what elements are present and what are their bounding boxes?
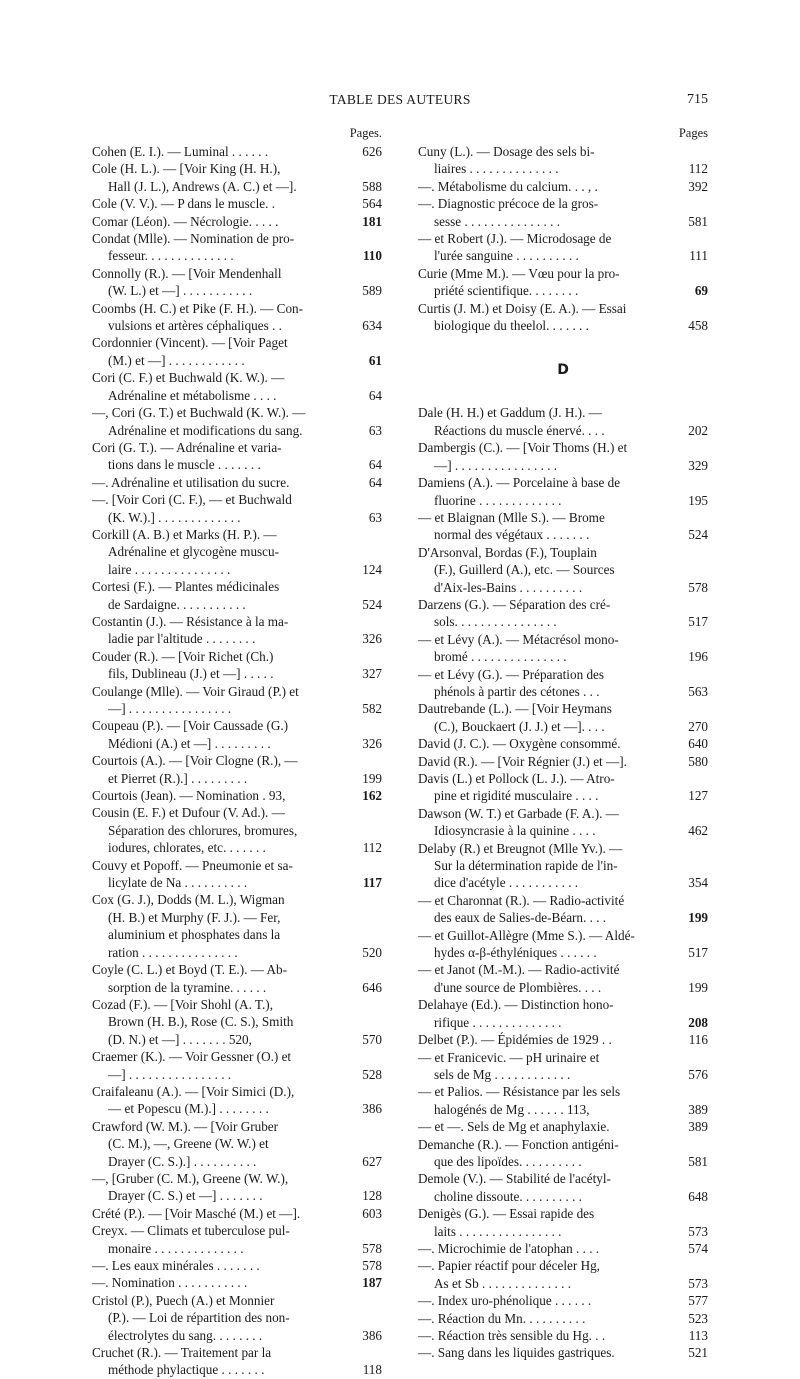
index-entry — [92, 404, 382, 439]
entry-page-number: 392 — [688, 178, 708, 194]
entry-continuation: hydes α-β-éthyléniques . . . . . . — [434, 945, 597, 961]
entry-continuation: priété scientifique. . . . . . . . — [434, 283, 579, 299]
entry-page-number: 199 — [688, 979, 708, 995]
entry-line: Cole (V. V.). — P dans le muscle. . — [92, 196, 276, 212]
index-entry — [418, 961, 708, 996]
index-entry — [418, 439, 708, 474]
index-entry — [418, 735, 708, 752]
entry-line: Demanche (R.). — Fonction antigéni- — [418, 1136, 619, 1152]
entry-line: Delahaye (Ed.). — Distinction hono- — [418, 997, 614, 1013]
index-entry — [418, 265, 708, 300]
entry-line: —. Réaction du Mn. . . . . . . . . . — [418, 1310, 586, 1326]
index-entry — [92, 1118, 382, 1170]
entry-continuation: l'urée sanguine . . . . . . . . . . — [434, 248, 579, 264]
entry-page-number: 573 — [688, 1275, 708, 1291]
entry-continuation: (M.) et —] . . . . . . . . . . . . — [108, 352, 245, 368]
entry-continuation: et Pierret (R.).] . . . . . . . . . — [108, 770, 248, 786]
entry-page-number: 563 — [688, 683, 708, 699]
entry-line: Condat (Mlle). — Nomination de pro- — [92, 231, 295, 247]
entry-continuation: fesseur. . . . . . . . . . . . . . — [108, 248, 234, 264]
entry-line: Cozad (F.). — [Voir Shohl (A. T.), — [92, 996, 273, 1012]
right-entries-top — [418, 143, 708, 334]
entry-continuation: (P.). — Loi de répartition des non- — [108, 1310, 290, 1326]
entry-page-number: 578 — [362, 1240, 382, 1256]
entry-line: Costantin (J.). — Résistance à la ma- — [92, 613, 289, 629]
index-entry — [418, 1205, 708, 1240]
index-entry — [418, 700, 708, 735]
entry-page-number: 588 — [362, 178, 382, 194]
index-entry — [92, 439, 382, 474]
entry-line: — et Palios. — Résistance par les sels — [418, 1084, 621, 1100]
index-entry — [92, 1292, 382, 1344]
entry-line: —. Nomination . . . . . . . . . . . — [92, 1275, 248, 1291]
index-entry — [418, 770, 708, 805]
entry-continuation: phénols à partir des cétones . . . — [434, 683, 600, 699]
index-entry — [418, 1118, 708, 1135]
entry-line: D'Arsonval, Bordas (F.), Touplain — [418, 544, 597, 560]
entry-line: — et Janot (M.-M.). — Radio-activité — [418, 962, 620, 978]
entry-line: Crété (P.). — [Voir Masché (M.) et —]. — [92, 1205, 301, 1221]
entry-continuation: dice d'acétyle . . . . . . . . . . . — [434, 875, 579, 891]
entry-page-number: 389 — [688, 1101, 708, 1117]
entry-page-number: 640 — [688, 736, 708, 752]
index-entry — [92, 1344, 382, 1379]
entry-page-number: 576 — [688, 1066, 708, 1082]
entry-line: Craifaleanu (A.). — [Voir Simici (D.), — [92, 1083, 295, 1099]
entry-continuation: vulsions et artères céphaliques . . — [108, 318, 282, 334]
entry-continuation: bromé . . . . . . . . . . . . . . . — [434, 649, 567, 665]
index-entry — [418, 195, 708, 230]
entry-continuation: que des lipoïdes. . . . . . . . . . — [434, 1153, 582, 1169]
entry-line: —. Sang dans les liquides gastriques. — [418, 1345, 615, 1361]
entry-line: Connolly (R.). — [Voir Mendenhall — [92, 265, 282, 281]
entry-page-number: 327 — [362, 666, 382, 682]
entry-continuation: sels de Mg . . . . . . . . . . . . — [434, 1066, 571, 1082]
entry-continuation: monaire . . . . . . . . . . . . . . — [108, 1240, 244, 1256]
entry-page-number: 458 — [688, 318, 708, 334]
index-entry — [92, 195, 382, 212]
entry-continuation: rifique . . . . . . . . . . . . . . — [434, 1014, 562, 1030]
entry-page-number: 195 — [688, 492, 708, 508]
index-entry — [418, 404, 708, 439]
entry-line: — et Charonnat (R.). — Radio-activité — [418, 892, 625, 908]
right-entries-bottom — [418, 404, 708, 1361]
entry-page-number: 64 — [368, 387, 382, 403]
entry-page-number: 648 — [688, 1188, 708, 1204]
entry-line: Coyle (C. L.) et Boyd (T. E.). — Ab- — [92, 962, 287, 978]
entry-line: —. Diagnostic précoce de la gros- — [418, 196, 599, 212]
index-entry — [418, 178, 708, 195]
entry-page-number: 354 — [688, 875, 708, 891]
entry-page-number: 389 — [688, 1119, 708, 1135]
entry-continuation: (H. B.) et Murphy (F. J.). — Fer, — [108, 909, 281, 925]
entry-line: Dambergis (C.). — [Voir Thoms (H.) et — [418, 440, 628, 456]
pages-label: Pages — [678, 126, 708, 140]
entry-page-number: 199 — [688, 910, 708, 926]
entry-continuation: (K. W.).] . . . . . . . . . . . . . — [108, 509, 241, 525]
entry-page-number: 578 — [688, 579, 708, 595]
entry-line: Davis (L.) et Pollock (L. J.). — Atro- — [418, 771, 615, 786]
entry-line: Comar (Léon). — Nécrologie. . . . . — [92, 213, 279, 229]
entry-line: Couvy et Popoff. — Pneumonie et sa- — [92, 857, 293, 873]
index-entry — [92, 213, 382, 230]
entry-page-number: 386 — [362, 1327, 382, 1343]
entry-page-number: 127 — [688, 788, 708, 804]
entry-page-number: 61 — [368, 352, 382, 368]
index-entry — [92, 804, 382, 856]
entry-page-number: 69 — [694, 283, 708, 299]
entry-continuation: Drayer (C. S.).] . . . . . . . . . . — [108, 1153, 257, 1169]
entry-continuation: iodures, chlorates, etc. . . . . . . — [108, 840, 266, 856]
entry-continuation: normal des végétaux . . . . . . . — [434, 527, 590, 543]
entry-continuation: Médioni (A.) et —] . . . . . . . . . — [108, 735, 271, 751]
entry-continuation: laire . . . . . . . . . . . . . . . — [108, 561, 231, 577]
index-entry — [92, 787, 382, 804]
entry-line: Dautrebande (L.). — [Voir Heymans — [418, 701, 612, 717]
entry-page-number: 582 — [362, 701, 382, 716]
entry-line: —. [Voir Cori (C. F.), — et Buchwald — [92, 492, 292, 508]
entry-page-number: 196 — [688, 649, 708, 665]
entry-continuation: sorption de la tyramine. . . . . . — [108, 979, 267, 995]
index-entry — [92, 265, 382, 300]
index-entry — [92, 1257, 382, 1274]
index-entry — [418, 996, 708, 1031]
index-entry — [92, 1274, 382, 1291]
pages-label: Pages. — [349, 126, 382, 140]
entry-continuation: sols. . . . . . . . . . . . . . . . — [434, 614, 557, 630]
index-entry — [418, 1327, 708, 1344]
index-entry — [418, 1240, 708, 1257]
index-entry — [418, 1344, 708, 1361]
entry-line: David (J. C.). — Oxygène consommé. — [418, 736, 621, 752]
entry-page-number: 564 — [362, 196, 382, 212]
entry-continuation: (D. N.) et —] . . . . . . . 520, — [108, 1031, 252, 1047]
entry-line: Dawson (W. T.) et Garbade (F. A.). — — [418, 805, 619, 821]
entry-continuation: — et Popescu (M.).] . . . . . . . . — [108, 1101, 269, 1117]
index-entry — [92, 857, 382, 892]
left-entries — [92, 143, 382, 1379]
entry-continuation: —] . . . . . . . . . . . . . . . . — [434, 457, 558, 473]
index-entry — [92, 1205, 382, 1222]
section-letter: D — [557, 362, 569, 379]
entry-line: — et —. Sels de Mg et anaphylaxie. — [418, 1119, 610, 1135]
entry-line: Craemer (K.). — Voir Gessner (O.) et — [92, 1049, 292, 1065]
page-number: 715 — [687, 92, 708, 107]
entry-line: —. Microchimie de l'atophan . . . . — [418, 1240, 600, 1256]
entry-page-number: 187 — [362, 1275, 382, 1291]
entry-line: Delaby (R.) et Breugnot (Mlle Yv.). — — [418, 840, 623, 856]
entry-continuation: Brown (H. B.), Rose (C. S.), Smith — [108, 1014, 294, 1030]
entry-line: —. Papier réactif pour déceler Hg, — [418, 1258, 600, 1274]
index-entry — [92, 369, 382, 404]
entry-line: — et Guillot-Allègre (Mme S.). — Aldé- — [418, 927, 635, 943]
entry-continuation: ration . . . . . . . . . . . . . . . — [108, 944, 238, 960]
index-entry — [92, 491, 382, 526]
entry-continuation: Adrénaline et glycogène muscu- — [108, 544, 280, 560]
entry-page-number: 589 — [362, 283, 382, 299]
entry-continuation: (F.), Guillerd (A.), etc. — Sources — [434, 562, 615, 578]
entry-continuation: Drayer (C. S.) et —] . . . . . . . — [108, 1188, 263, 1204]
entry-continuation: sesse . . . . . . . . . . . . . . . — [434, 213, 561, 229]
index-entry — [418, 300, 708, 335]
index-entry — [418, 1083, 708, 1118]
index-entry — [418, 596, 708, 631]
index-entry — [92, 891, 382, 961]
entry-line: Cole (H. L.). — [Voir King (H. H.), — [92, 161, 281, 177]
entry-line: Cori (G. T.). — Adrénaline et varia- — [92, 439, 282, 455]
entry-continuation: tions dans le muscle . . . . . . . — [108, 457, 261, 473]
index-entry — [92, 160, 382, 195]
entry-page-number: 110 — [362, 248, 382, 264]
entry-page-number: 128 — [362, 1188, 382, 1204]
entry-line: Couder (R.). — [Voir Richet (Ch.) — [92, 648, 274, 664]
entry-line: Demole (V.). — Stabilité de l'acétyl- — [418, 1171, 611, 1187]
entry-page-number: 517 — [688, 614, 708, 630]
index-entry — [92, 717, 382, 752]
index-entry — [418, 753, 708, 770]
index-entry — [92, 996, 382, 1048]
running-header — [0, 92, 800, 112]
entry-page-number: 573 — [688, 1223, 708, 1239]
index-entry — [418, 1170, 708, 1205]
entry-continuation: halogénés de Mg . . . . . . 113, — [434, 1101, 590, 1117]
index-entry — [418, 474, 708, 509]
entry-line: Dale (H. H.) et Gaddum (J. H.). — — [418, 405, 602, 421]
index-entry — [418, 544, 708, 596]
entry-page-number: 117 — [362, 875, 382, 891]
index-entry — [92, 613, 382, 648]
entry-line: Crawford (W. M.). — [Voir Gruber — [92, 1118, 279, 1134]
entry-line: — et Blaignan (Mlle S.). — Brome — [418, 509, 605, 525]
entry-page-number: 581 — [688, 213, 708, 229]
entry-page-number: 580 — [688, 753, 708, 769]
entry-line: Curtis (J. M.) et Doisy (E. A.). — Essai — [418, 300, 627, 316]
entry-page-number: 517 — [688, 945, 708, 961]
entry-line: Cordonnier (Vincent). — [Voir Paget — [92, 335, 288, 351]
index-entry — [418, 1310, 708, 1327]
entry-line: — et Franicevic. — pH urinaire et — [418, 1049, 600, 1065]
entry-page-number: 112 — [362, 840, 382, 856]
entry-continuation: Séparation des chlorures, bromures, — [108, 822, 298, 838]
entry-continuation: choline dissoute. . . . . . . . . . — [434, 1188, 582, 1204]
entry-line: Darzens (G.). — Séparation des cré- — [418, 596, 611, 612]
entry-line: —. Métabolisme du calcium. . . , . — [418, 178, 598, 194]
index-entry — [92, 1222, 382, 1257]
index-entry — [418, 1292, 708, 1309]
entry-continuation: ladie par l'altitude . . . . . . . . — [108, 631, 256, 647]
entry-line: Coulange (Mlle). — Voir Giraud (P.) et — [92, 683, 299, 699]
entry-continuation: biologique du theelol. . . . . . . — [434, 318, 589, 334]
entry-line: —, [Gruber (C. M.), Greene (W. W.), — [92, 1170, 289, 1186]
entry-page-number: 118 — [362, 1362, 382, 1378]
entry-line: Cristol (P.), Puech (A.) et Monnier — [92, 1292, 275, 1308]
entry-continuation: Adrénaline et métabolisme . . . . — [108, 387, 277, 403]
entry-continuation: —] . . . . . . . . . . . . . . . . — [108, 1066, 232, 1082]
right-column — [418, 123, 708, 1362]
entry-line: Denigès (G.). — Essai rapide des — [418, 1206, 595, 1222]
index-entry — [92, 300, 382, 335]
entry-continuation: électrolytes du sang. . . . . . . . — [108, 1327, 263, 1343]
entry-line: Cori (C. F.) et Buchwald (K. W.). — — [92, 370, 285, 386]
index-entry — [92, 752, 382, 787]
entry-page-number: 528 — [362, 1066, 382, 1082]
entry-line: —. Adrénaline et utilisation du sucre. — [92, 474, 290, 490]
entry-continuation: pine et rigidité musculaire . . . . — [434, 788, 599, 804]
entry-continuation: fluorine . . . . . . . . . . . . . — [434, 492, 562, 508]
entry-page-number: 63 — [368, 422, 382, 438]
entry-continuation: fils, Dublineau (J.) et —] . . . . . — [108, 666, 274, 682]
entry-line: —, Cori (G. T.) et Buchwald (K. W.). — — [92, 405, 306, 421]
index-entry — [418, 509, 708, 544]
index-entry — [92, 648, 382, 683]
entry-page-number: 64 — [368, 457, 382, 473]
entry-continuation: (C. M.), —, Greene (W. W.) et — [108, 1136, 269, 1152]
entry-page-number: 199 — [362, 770, 382, 786]
index-entry — [92, 1170, 382, 1205]
entry-page-number: 523 — [688, 1310, 708, 1326]
entry-page-number: 326 — [362, 735, 382, 751]
entry-line: Cruchet (R.). — Traitement par la — [92, 1345, 272, 1361]
entry-page-number: 626 — [362, 144, 382, 159]
entry-line: — et Lévy (G.). — Préparation des — [418, 666, 605, 682]
entry-page-number: 570 — [362, 1031, 382, 1047]
entry-line: Courtois (Jean). — Nomination . 93, — [92, 788, 286, 804]
entry-continuation: Idiosyncrasie à la quinine . . . . — [434, 823, 596, 839]
index-entry — [418, 840, 708, 892]
entry-continuation: (W. L.) et —] . . . . . . . . . . . — [108, 283, 253, 299]
entry-page-number: 113 — [688, 1328, 708, 1343]
index-entry — [92, 526, 382, 578]
entry-line: Cox (G. J.), Dodds (M. L.), Wigman — [92, 892, 285, 908]
entry-continuation: laits . . . . . . . . . . . . . . . . — [434, 1223, 562, 1239]
entry-continuation: Sur la détermination rapide de l'in- — [434, 858, 618, 874]
index-entry — [418, 1031, 708, 1048]
entry-line: David (R.). — [Voir Régnier (J.) et —]. — [418, 753, 627, 769]
entry-continuation: Hall (J. L.), Andrews (A. C.) et —]. — [108, 178, 297, 194]
entry-line: Coombs (H. C.) et Pike (F. H.). — Con- — [92, 300, 304, 316]
entry-continuation: Réactions du muscle énervé. . . . — [434, 422, 605, 438]
index-entry — [92, 334, 382, 369]
entry-page-number: 462 — [688, 823, 708, 839]
entry-page-number: 386 — [362, 1101, 382, 1117]
index-entry — [92, 143, 382, 160]
entry-page-number: 524 — [688, 527, 708, 543]
index-entry — [418, 1049, 708, 1084]
entry-page-number: 634 — [362, 318, 382, 334]
entry-page-number: 181 — [362, 213, 382, 229]
entry-page-number: 270 — [688, 718, 708, 734]
entry-page-number: 577 — [688, 1293, 708, 1309]
left-column — [92, 123, 382, 1379]
entry-page-number: 603 — [362, 1205, 382, 1221]
index-entry — [92, 230, 382, 265]
entry-page-number: 627 — [362, 1153, 382, 1169]
entry-line: Corkill (A. B.) et Marks (H. P.). — — [92, 526, 277, 542]
entry-page-number: 581 — [688, 1153, 708, 1169]
index-entry — [92, 1048, 382, 1083]
index-entry — [418, 230, 708, 265]
entry-continuation: (C.), Bouckaert (J. J.) et —]. . . . — [434, 718, 605, 734]
entry-continuation: de Sardaigne. . . . . . . . . . . — [108, 596, 246, 612]
entry-continuation: liaires . . . . . . . . . . . . . . — [434, 161, 559, 177]
entry-page-number: 112 — [688, 161, 708, 177]
entry-page-number: 202 — [688, 422, 708, 438]
entry-page-number: 326 — [362, 631, 382, 647]
entry-line: Damiens (A.). — Porcelaine à base de — [418, 475, 621, 491]
entry-page-number: 63 — [368, 509, 382, 525]
entry-page-number: 208 — [688, 1014, 708, 1030]
entry-page-number: 64 — [368, 474, 382, 490]
entry-line: Cortesi (F.). — Plantes médicinales — [92, 579, 280, 595]
index-entry — [92, 474, 382, 491]
entry-line: — et Lévy (A.). — Métacrésol mono- — [418, 631, 619, 647]
entry-continuation: des eaux de Salies-de-Béarn. . . . — [434, 910, 607, 926]
entry-continuation: aluminium et phosphates dans la — [108, 927, 281, 943]
index-entry — [418, 143, 708, 178]
entry-line: Cousin (E. F.) et Dufour (V. Ad.). — — [92, 805, 285, 821]
entry-page-number: 646 — [362, 979, 382, 995]
index-entry — [418, 631, 708, 666]
entry-continuation: Adrénaline et modifications du sang. — [108, 422, 303, 438]
entry-line: Curie (Mme M.). — Vœu pour la pro- — [418, 265, 620, 281]
index-entry — [418, 892, 708, 927]
index-entry — [92, 683, 382, 718]
index-entry — [418, 666, 708, 701]
entry-page-number: 329 — [688, 457, 708, 473]
index-entry — [418, 927, 708, 962]
entry-page-number: 521 — [688, 1345, 708, 1361]
index-entry — [418, 1136, 708, 1171]
entry-line: Delbet (P.). — Épidémies de 1929 . . — [418, 1032, 612, 1048]
entry-line: — et Robert (J.). — Microdosage de — [418, 231, 612, 247]
entry-line: —. Les eaux minérales . . . . . . . — [92, 1258, 260, 1273]
entry-continuation: d'une source de Plombières. . . . — [434, 979, 602, 995]
entry-continuation: méthode phylactique . . . . . . . — [108, 1362, 265, 1378]
entry-page-number: 524 — [362, 596, 382, 612]
entry-continuation: —] . . . . . . . . . . . . . . . . — [108, 701, 232, 716]
index-entry — [418, 805, 708, 840]
running-title: TABLE DES AUTEURS — [329, 92, 471, 107]
index-entry — [92, 578, 382, 613]
entry-page-number: 578 — [362, 1258, 382, 1273]
entry-line: —. Réaction très sensible du Hg. . . — [418, 1328, 606, 1343]
entry-line: Coupeau (P.). — [Voir Caussade (G.) — [92, 718, 289, 734]
entry-page-number: 520 — [362, 944, 382, 960]
entry-line: Cuny (L.). — Dosage des sels bi- — [418, 144, 595, 159]
index-entry — [92, 961, 382, 996]
entry-continuation: licylate de Na . . . . . . . . . . — [108, 875, 248, 891]
entry-line: —. Index uro-phénolique . . . . . . — [418, 1293, 592, 1309]
entry-line: Creyx. — Climats et tuberculose pul- — [92, 1223, 290, 1239]
entry-page-number: 116 — [688, 1032, 708, 1048]
entry-page-number: 111 — [689, 248, 708, 264]
index-entry — [92, 1083, 382, 1118]
entry-line: Cohen (E. I.). — Luminal . . . . . . — [92, 144, 269, 159]
index-entry — [418, 1257, 708, 1292]
entry-page-number: 124 — [362, 561, 382, 577]
entry-page-number: 574 — [688, 1240, 708, 1256]
entry-continuation: d'Aix-les-Bains . . . . . . . . . . — [434, 579, 583, 595]
entry-continuation: As et Sb . . . . . . . . . . . . . . — [434, 1275, 572, 1291]
entry-line: Courtois (A.). — [Voir Clogne (R.), — — [92, 753, 298, 769]
entry-page-number: 162 — [362, 788, 382, 804]
